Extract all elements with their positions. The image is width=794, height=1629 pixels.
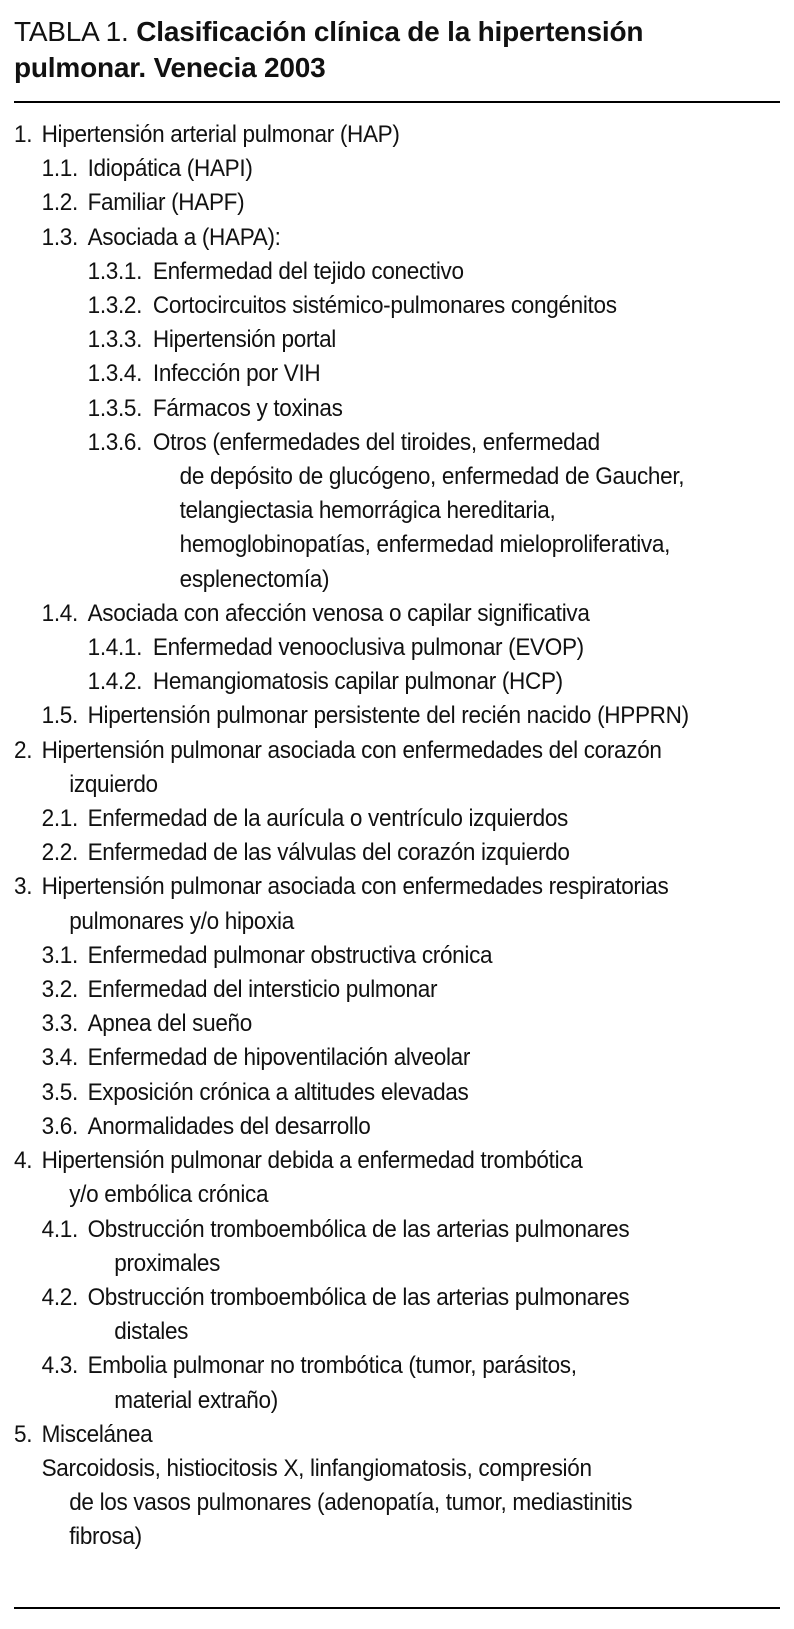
item-number: 1.1.: [41, 155, 78, 183]
item-text: Miscelánea: [41, 1420, 153, 1448]
item-number: 1.4.2.: [87, 668, 143, 696]
item-text: Hemangiomatosis capilar pulmonar (HCP): [152, 668, 563, 696]
item-number: 4.2.: [41, 1283, 78, 1311]
item-number: 3.2.: [41, 976, 78, 1004]
table-label: TABLA 1.: [14, 16, 129, 47]
list-item: [14, 1041, 780, 1075]
item-text: Hipertensión pulmonar asociada con enfermedades respiratorias: [41, 873, 669, 901]
list-item: [14, 392, 780, 426]
item-text: Hipertensión pulmonar persistente del recién nacido (HPPRN): [87, 702, 689, 730]
list-item: [14, 186, 780, 220]
bottom-rule: [14, 1607, 780, 1609]
item-text: Enfermedad de las válvulas del corazón izquierdo: [87, 839, 570, 867]
item-text: Enfermedad pulmonar obstructiva crónica: [87, 941, 493, 969]
classification-list: [14, 118, 780, 1555]
item-text: Cortocircuitos sistémico-pulmonares congénitos: [152, 292, 617, 320]
list-item: [14, 1076, 780, 1110]
item-text: Otros (enfermedades del tiroides, enfermedad: [152, 428, 600, 456]
item-number: 1.4.1.: [87, 634, 143, 662]
item-text: Exposición crónica a altitudes elevadas: [87, 1078, 469, 1106]
list-item: [14, 1418, 780, 1452]
list-item: [14, 426, 780, 460]
item-continuation: izquierdo: [69, 770, 158, 798]
item-text: Enfermedad de la aurícula o ventrículo izquierdos: [87, 805, 568, 833]
item-text: Fármacos y toxinas: [152, 394, 343, 422]
item-number: 5.: [14, 1420, 33, 1448]
item-continuation: esplenectomía): [179, 565, 330, 593]
item-number: 1.3.5.: [87, 394, 143, 422]
list-item: [14, 734, 780, 768]
list-item: [14, 1110, 780, 1144]
item-number: 1.3.: [41, 223, 78, 251]
item-text: Sarcoidosis, histiocitosis X, linfangiomatosis, compresión: [41, 1454, 592, 1482]
item-continuation: hemoglobinopatías, enfermedad mieloproliferativa,: [179, 531, 671, 559]
item-number: 3.1.: [41, 941, 78, 969]
item-number: 4.3.: [41, 1352, 78, 1380]
list-item: [14, 289, 780, 323]
list-item: [14, 973, 780, 1007]
item-text: Hipertensión arterial pulmonar (HAP): [41, 121, 400, 148]
item-text: Embolia pulmonar no trombótica (tumor, parásitos,: [87, 1352, 577, 1380]
item-continuation: telangiectasia hemorrágica hereditaria,: [179, 497, 556, 525]
item-number: 1.: [14, 121, 33, 148]
item-continuation: de los vasos pulmonares (adenopatía, tumor, mediastinitis: [69, 1489, 633, 1517]
list-item: [14, 802, 780, 836]
list-item: [14, 357, 780, 391]
item-number: 1.3.4.: [87, 360, 143, 388]
item-number: 1.3.6.: [87, 428, 143, 456]
item-number: 1.5.: [41, 702, 78, 730]
item-text: Obstrucción tromboembólica de las arterias pulmonares: [87, 1283, 630, 1311]
item-text: Familiar (HAPF): [87, 189, 245, 217]
item-continuation: material extraño): [114, 1386, 278, 1414]
item-text: Enfermedad venooclusiva pulmonar (EVOP): [152, 634, 584, 662]
item-number: 2.2.: [41, 839, 78, 867]
list-item: [14, 836, 780, 870]
item-number: 4.: [14, 1147, 33, 1175]
item-text: Enfermedad del intersticio pulmonar: [87, 976, 438, 1004]
table-title-line2: pulmonar. Venecia 2003: [14, 52, 326, 83]
item-text: Hipertensión portal: [152, 326, 336, 354]
list-item: [14, 1144, 780, 1178]
list-item: [14, 255, 780, 289]
list-item: [14, 152, 780, 186]
item-number: 3.3.: [41, 1010, 78, 1038]
item-text: Hipertensión pulmonar asociada con enfermedades del corazón: [41, 736, 662, 764]
list-item: [14, 597, 780, 631]
item-number: 1.2.: [41, 189, 78, 217]
list-item: [14, 699, 780, 733]
item-number: 1.3.2.: [87, 292, 143, 320]
item-number: 3.6.: [41, 1112, 78, 1140]
item-text: Enfermedad de hipoventilación alveolar: [87, 1044, 471, 1072]
item-text: Infección por VIH: [152, 360, 321, 388]
list-item: [14, 323, 780, 357]
item-number: 1.3.1.: [87, 257, 143, 285]
list-item: [14, 1007, 780, 1041]
table-title: [14, 14, 780, 86]
item-text: Hipertensión pulmonar debida a enfermedad trombótica: [41, 1147, 583, 1175]
item-number: 1.3.3.: [87, 326, 143, 354]
item-text: Idiopática (HAPI): [87, 155, 253, 183]
item-text: Obstrucción tromboembólica de las arterias pulmonares: [87, 1215, 630, 1243]
item-number: 3.: [14, 873, 33, 901]
list-item: [14, 1281, 780, 1315]
item-number: 3.4.: [41, 1044, 78, 1072]
table-title-line1: Clasificación clínica de la hipertensión: [136, 16, 644, 47]
item-continuation: fibrosa): [69, 1523, 142, 1551]
item-number: 1.4.: [41, 599, 78, 627]
list-item: [14, 1213, 780, 1247]
item-text: Enfermedad del tejido conectivo: [152, 257, 464, 285]
top-rule: [14, 101, 780, 103]
item-continuation: y/o embólica crónica: [69, 1181, 269, 1209]
classification-table: [14, 14, 780, 1555]
item-number: 3.5.: [41, 1078, 78, 1106]
item-text: Asociada con afección venosa o capilar significativa: [87, 599, 590, 627]
item-text: Anormalidades del desarrollo: [87, 1112, 371, 1140]
item-continuation: de depósito de glucógeno, enfermedad de Gaucher,: [179, 463, 685, 491]
item-text: Apnea del sueño: [87, 1010, 252, 1038]
item-number: 2.: [14, 736, 33, 764]
list-item: [14, 118, 780, 152]
item-continuation: distales: [114, 1318, 189, 1346]
item-continuation: pulmonares y/o hipoxia: [69, 907, 294, 935]
list-item: [14, 939, 780, 973]
item-continuation: proximales: [114, 1249, 221, 1277]
list-item: [14, 631, 780, 665]
list-item: [14, 870, 780, 904]
item-text: Asociada a (HAPA):: [87, 223, 281, 251]
item-number: 4.1.: [41, 1215, 78, 1243]
list-item: [14, 1349, 780, 1383]
list-item: [14, 221, 780, 255]
item-number: 2.1.: [41, 805, 78, 833]
list-item: [14, 665, 780, 699]
